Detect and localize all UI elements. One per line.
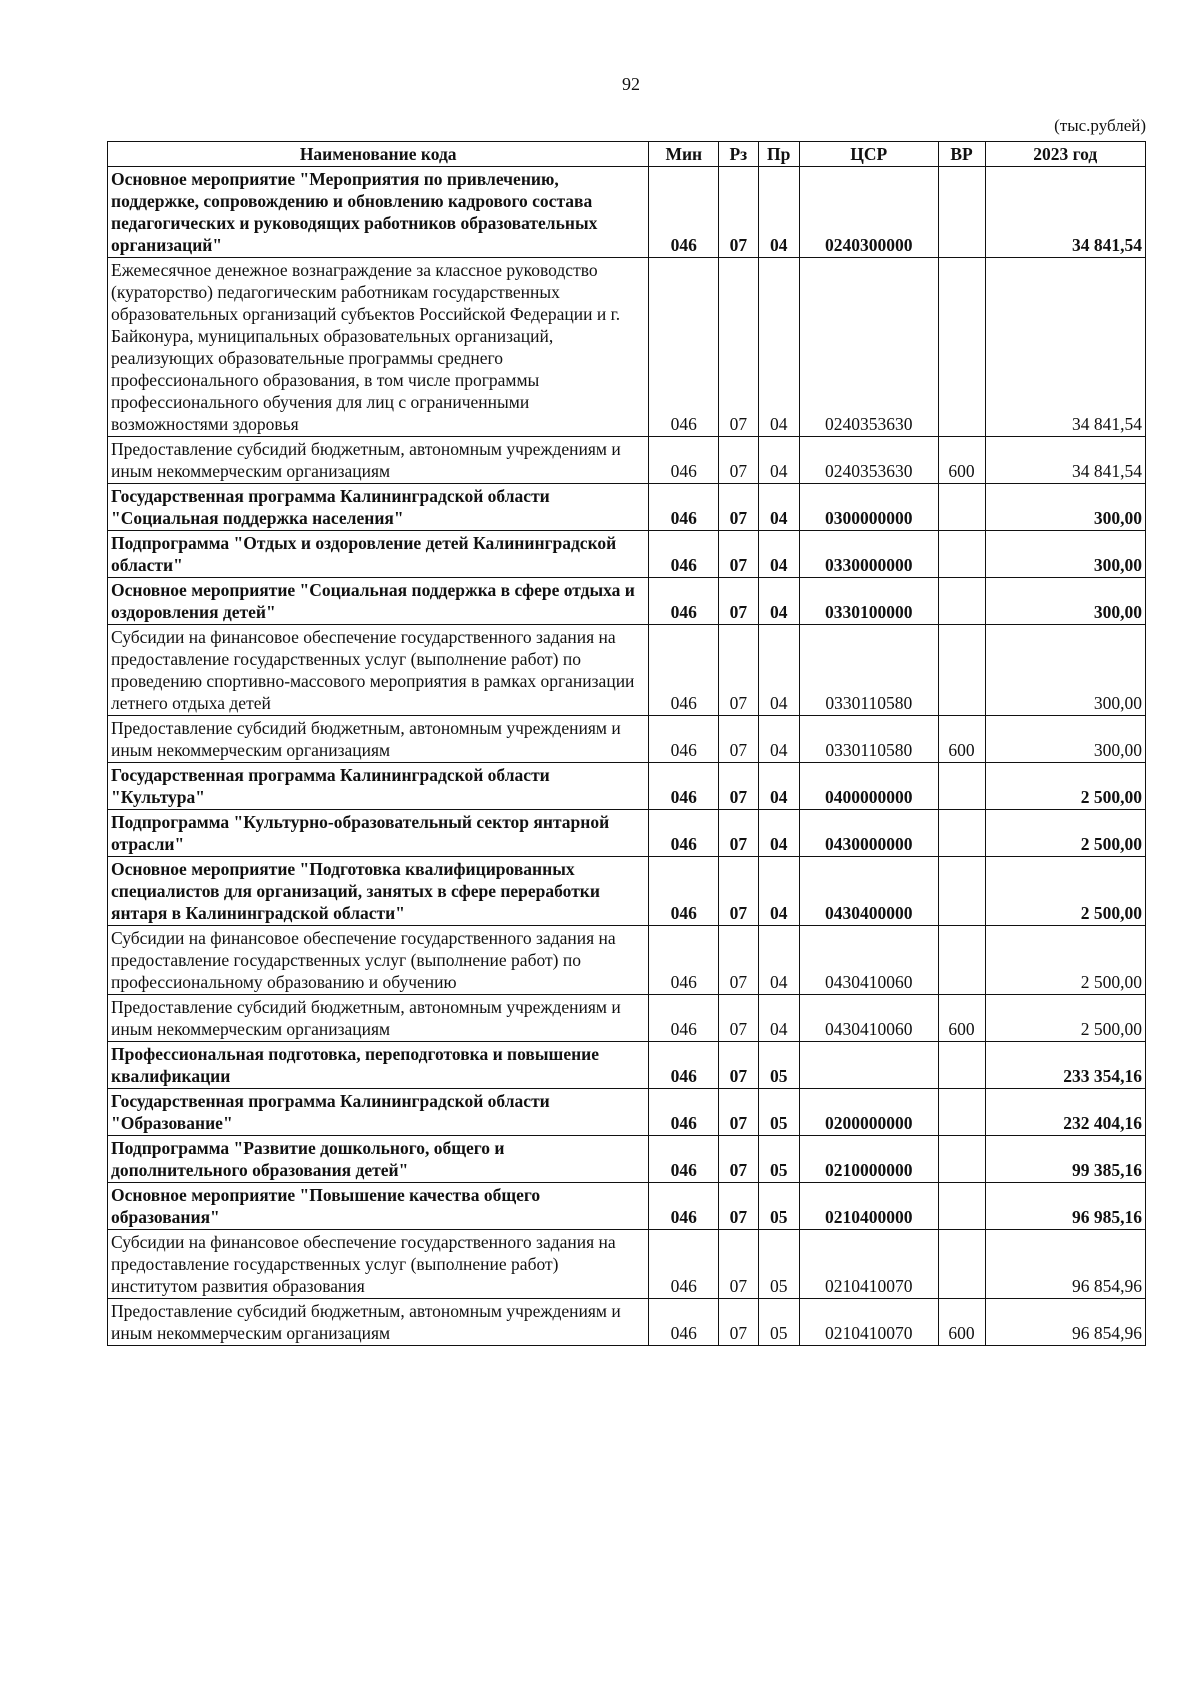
cell-csr: 0240353630 <box>799 437 938 484</box>
cell-amount: 34 841,54 <box>985 437 1146 484</box>
table-row <box>108 926 1146 995</box>
cell-pr: 04 <box>758 995 799 1042</box>
cell-csr <box>799 1042 938 1089</box>
cell-pr: 04 <box>758 531 799 578</box>
cell-csr: 0400000000 <box>799 763 938 810</box>
cell-pr: 04 <box>758 716 799 763</box>
table-row <box>108 1299 1146 1346</box>
cell-pr: 04 <box>758 625 799 716</box>
cell-csr: 0300000000 <box>799 484 938 531</box>
cell-csr: 0210410070 <box>799 1230 938 1299</box>
cell-amount: 2 500,00 <box>985 926 1146 995</box>
cell-rz: 07 <box>719 531 758 578</box>
cell-amount: 2 500,00 <box>985 995 1146 1042</box>
cell-pr: 04 <box>758 167 799 258</box>
cell-rz: 07 <box>719 926 758 995</box>
table-row <box>108 1230 1146 1299</box>
cell-rz: 07 <box>719 625 758 716</box>
cell-amount: 300,00 <box>985 716 1146 763</box>
cell-name: Предоставление субсидий бюджетным, автономным учреждениям и иным некоммерческим организациям <box>108 995 649 1042</box>
cell-vr: 600 <box>938 437 985 484</box>
units-label: (тыс.рублей) <box>1054 116 1146 135</box>
table-row <box>108 716 1146 763</box>
cell-min: 046 <box>649 810 719 857</box>
cell-csr: 0430400000 <box>799 857 938 926</box>
cell-csr: 0430000000 <box>799 810 938 857</box>
cell-vr <box>938 926 985 995</box>
cell-name: Основное мероприятие "Повышение качества общего образования" <box>108 1183 649 1230</box>
cell-name: Ежемесячное денежное вознаграждение за классное руководство (кураторство) педагогическим работникам государственных образовательных организаций субъектов Российской Федерации и г. Байконура, муниципальных образовательных организаций, реализующих образовательные программы среднего профессионального образования, в том числе программы профессионального обучения для лиц с ограниченными возможностями здоровья <box>108 258 649 437</box>
cell-pr: 04 <box>758 484 799 531</box>
cell-name: Государственная программа Калининградской области "Культура" <box>108 763 649 810</box>
cell-vr: 600 <box>938 1299 985 1346</box>
cell-name: Подпрограмма "Отдых и оздоровление детей Калининградской области" <box>108 531 649 578</box>
cell-amount: 99 385,16 <box>985 1136 1146 1183</box>
cell-min: 046 <box>649 531 719 578</box>
cell-rz: 07 <box>719 437 758 484</box>
header-name: Наименование кода <box>108 142 649 167</box>
cell-vr <box>938 1089 985 1136</box>
cell-amount: 233 354,16 <box>985 1042 1146 1089</box>
header-pr: Пр <box>758 142 799 167</box>
cell-vr <box>938 763 985 810</box>
header-vr: ВР <box>938 142 985 167</box>
cell-min: 046 <box>649 258 719 437</box>
cell-min: 046 <box>649 1089 719 1136</box>
cell-amount: 34 841,54 <box>985 167 1146 258</box>
cell-pr: 05 <box>758 1230 799 1299</box>
cell-csr: 0430410060 <box>799 995 938 1042</box>
cell-min: 046 <box>649 1183 719 1230</box>
cell-rz: 07 <box>719 763 758 810</box>
header-amount: 2023 год <box>985 142 1146 167</box>
cell-pr: 04 <box>758 437 799 484</box>
cell-amount: 96 985,16 <box>985 1183 1146 1230</box>
cell-vr <box>938 258 985 437</box>
table-row <box>108 995 1146 1042</box>
table-header-row <box>108 142 1146 167</box>
cell-rz: 07 <box>719 1042 758 1089</box>
cell-csr: 0200000000 <box>799 1089 938 1136</box>
cell-name: Государственная программа Калининградской области "Социальная поддержка населения" <box>108 484 649 531</box>
cell-csr: 0240353630 <box>799 258 938 437</box>
cell-rz: 07 <box>719 484 758 531</box>
cell-csr: 0430410060 <box>799 926 938 995</box>
table-row <box>108 578 1146 625</box>
cell-vr <box>938 167 985 258</box>
cell-rz: 07 <box>719 1230 758 1299</box>
cell-amount: 300,00 <box>985 578 1146 625</box>
cell-amount: 96 854,96 <box>985 1299 1146 1346</box>
cell-min: 046 <box>649 437 719 484</box>
cell-csr: 0330100000 <box>799 578 938 625</box>
cell-rz: 07 <box>719 810 758 857</box>
cell-vr <box>938 1042 985 1089</box>
table-row <box>108 625 1146 716</box>
cell-amount: 96 854,96 <box>985 1230 1146 1299</box>
cell-vr <box>938 857 985 926</box>
cell-vr <box>938 625 985 716</box>
cell-pr: 05 <box>758 1089 799 1136</box>
cell-name: Предоставление субсидий бюджетным, автономным учреждениям и иным некоммерческим организациям <box>108 716 649 763</box>
cell-rz: 07 <box>719 167 758 258</box>
cell-min: 046 <box>649 167 719 258</box>
cell-amount: 300,00 <box>985 625 1146 716</box>
cell-min: 046 <box>649 484 719 531</box>
table-row <box>108 763 1146 810</box>
cell-pr: 05 <box>758 1042 799 1089</box>
cell-csr: 0330110580 <box>799 716 938 763</box>
cell-vr: 600 <box>938 716 985 763</box>
cell-name: Профессиональная подготовка, переподготовка и повышение квалификации <box>108 1042 649 1089</box>
cell-min: 046 <box>649 1136 719 1183</box>
cell-min: 046 <box>649 625 719 716</box>
cell-csr: 0210000000 <box>799 1136 938 1183</box>
cell-csr: 0330110580 <box>799 625 938 716</box>
cell-rz: 07 <box>719 1183 758 1230</box>
cell-amount: 2 500,00 <box>985 763 1146 810</box>
cell-vr <box>938 531 985 578</box>
cell-name: Государственная программа Калининградской области "Образование" <box>108 1089 649 1136</box>
cell-rz: 07 <box>719 258 758 437</box>
cell-rz: 07 <box>719 1299 758 1346</box>
cell-min: 046 <box>649 578 719 625</box>
cell-name: Основное мероприятие "Социальная поддержка в сфере отдыха и оздоровления детей" <box>108 578 649 625</box>
cell-rz: 07 <box>719 995 758 1042</box>
header-rz: Рз <box>719 142 758 167</box>
cell-name: Предоставление субсидий бюджетным, автономным учреждениям и иным некоммерческим организациям <box>108 1299 649 1346</box>
cell-rz: 07 <box>719 857 758 926</box>
cell-rz: 07 <box>719 716 758 763</box>
table-row <box>108 857 1146 926</box>
cell-min: 046 <box>649 995 719 1042</box>
cell-min: 046 <box>649 1042 719 1089</box>
table-row <box>108 484 1146 531</box>
cell-vr <box>938 484 985 531</box>
cell-vr <box>938 1230 985 1299</box>
cell-vr <box>938 810 985 857</box>
cell-amount: 300,00 <box>985 484 1146 531</box>
cell-rz: 07 <box>719 1136 758 1183</box>
cell-amount: 34 841,54 <box>985 258 1146 437</box>
cell-pr: 04 <box>758 763 799 810</box>
cell-pr: 05 <box>758 1136 799 1183</box>
cell-csr: 0240300000 <box>799 167 938 258</box>
table-row <box>108 1136 1146 1183</box>
cell-min: 046 <box>649 1230 719 1299</box>
cell-pr: 04 <box>758 578 799 625</box>
cell-csr: 0210400000 <box>799 1183 938 1230</box>
cell-name: Подпрограмма "Развитие дошкольного, общего и дополнительного образования детей" <box>108 1136 649 1183</box>
cell-name: Подпрограмма "Культурно-образовательный сектор янтарной отрасли" <box>108 810 649 857</box>
cell-vr: 600 <box>938 995 985 1042</box>
cell-rz: 07 <box>719 578 758 625</box>
table-row <box>108 437 1146 484</box>
cell-csr: 0210410070 <box>799 1299 938 1346</box>
cell-amount: 300,00 <box>985 531 1146 578</box>
cell-pr: 04 <box>758 258 799 437</box>
cell-min: 046 <box>649 716 719 763</box>
cell-min: 046 <box>649 926 719 995</box>
cell-name: Основное мероприятие "Подготовка квалифицированных специалистов для организаций, занятых в сфере переработки янтаря в Калининградской области" <box>108 857 649 926</box>
cell-name: Субсидии на финансовое обеспечение государственного задания на предоставление государственных услуг (выполнение работ) по проведению спортивно-массового мероприятия в рамках организации летнего отдыха детей <box>108 625 649 716</box>
cell-min: 046 <box>649 763 719 810</box>
cell-amount: 2 500,00 <box>985 857 1146 926</box>
cell-amount: 2 500,00 <box>985 810 1146 857</box>
table-row <box>108 1183 1146 1230</box>
cell-vr <box>938 1136 985 1183</box>
table-row <box>108 531 1146 578</box>
cell-vr <box>938 578 985 625</box>
cell-min: 046 <box>649 1299 719 1346</box>
cell-pr: 04 <box>758 857 799 926</box>
table-row <box>108 810 1146 857</box>
cell-name: Основное мероприятие "Мероприятия по привлечению, поддержке, сопровождению и обновлению кадрового состава педагогических и руководящих работников образовательных организаций" <box>108 167 649 258</box>
cell-csr: 0330000000 <box>799 531 938 578</box>
table-row <box>108 1089 1146 1136</box>
budget-table <box>107 141 1146 1346</box>
table-row <box>108 1042 1146 1089</box>
cell-pr: 04 <box>758 810 799 857</box>
cell-pr: 04 <box>758 926 799 995</box>
cell-rz: 07 <box>719 1089 758 1136</box>
header-min: Мин <box>649 142 719 167</box>
cell-name: Предоставление субсидий бюджетным, автономным учреждениям и иным некоммерческим организациям <box>108 437 649 484</box>
header-csr: ЦСР <box>799 142 938 167</box>
table-row <box>108 167 1146 258</box>
cell-min: 046 <box>649 857 719 926</box>
cell-name: Субсидии на финансовое обеспечение государственного задания на предоставление государственных услуг (выполнение работ) институтом развития образования <box>108 1230 649 1299</box>
cell-pr: 05 <box>758 1183 799 1230</box>
table-row <box>108 258 1146 437</box>
cell-amount: 232 404,16 <box>985 1089 1146 1136</box>
page-number: 92 <box>622 74 640 94</box>
cell-pr: 05 <box>758 1299 799 1346</box>
cell-vr <box>938 1183 985 1230</box>
cell-name: Субсидии на финансовое обеспечение государственного задания на предоставление государственных услуг (выполнение работ) по профессиональному образованию и обучению <box>108 926 649 995</box>
